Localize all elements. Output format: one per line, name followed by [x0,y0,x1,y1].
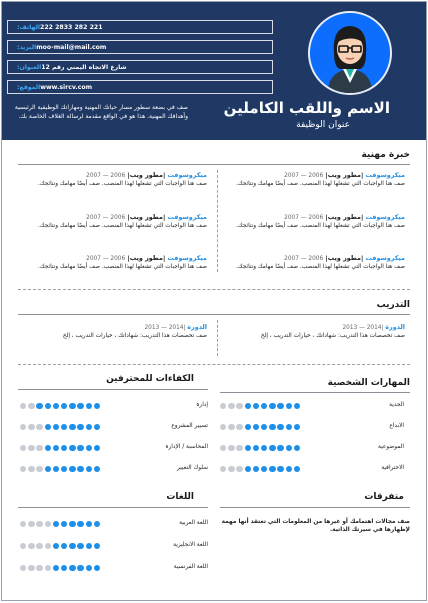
rating-dot [253,403,259,409]
rating-dot [236,424,242,430]
rating-dot [61,424,67,430]
skill-rating [220,466,300,472]
rating-dot [20,466,26,472]
rating-dot [236,466,242,472]
language-label: اللغة الفرنسية [173,564,208,570]
rating-dot [261,445,267,451]
skill-rating [20,466,100,472]
full-name: الاسم واللقب الكاملين [223,99,390,117]
rating-dot [245,424,251,430]
experience-item [230,255,405,271]
rating-dot [20,565,26,571]
rating-dot [236,403,242,409]
rating-dot [77,565,83,571]
rating-dot [236,445,242,451]
rating-dot [286,403,292,409]
rating-dot [36,543,42,549]
address-label: العنوان: [17,63,42,71]
company-name: ميكروسوفت [167,213,207,221]
rating-dot [69,466,75,472]
rating-dot [45,403,51,409]
rating-dot [253,445,259,451]
rating-dot [53,445,59,451]
rating-dot [286,445,292,451]
rating-dot [45,424,51,430]
rating-dot [269,466,275,472]
rating-dot [45,565,51,571]
rating-dot [20,424,26,430]
skill-rating [20,445,100,451]
experience-item [32,172,207,188]
skill-label: الجدية [389,402,404,408]
rating-dot [261,424,267,430]
contact-website [7,80,273,94]
rating-dot [253,466,259,472]
rating-dot [220,424,226,430]
experience-divider [217,170,218,272]
rating-dot [53,403,59,409]
contact-email [7,40,273,54]
exp-description: صف هنا الواجبات التي تشغلها لهذا المنصب. صف أيضًا مهامك ونتائجك. [38,222,207,229]
job-title: عنوان الوظيفة [296,120,350,130]
experience-rule [18,164,410,165]
rating-dot [277,424,283,430]
language-rating [20,543,100,549]
rating-dot [77,466,83,472]
rating-dot [294,445,300,451]
rating-dot [69,565,75,571]
rating-dot [261,403,267,409]
rating-dot [94,445,100,451]
role-name: |مطور ويب| [125,213,168,221]
rating-dot [69,424,75,430]
role-name: |مطور ويب| [125,171,168,179]
rating-dot [77,403,83,409]
rating-dot [45,543,51,549]
exp-description: صف هنا الواجبات التي تشغلها لهذا المنصب. صف أيضًا مهامك ونتائجك. [236,263,405,270]
exp-dates: 2006 — 2007 [284,256,324,262]
skill-rating [220,424,300,430]
experience-bottom-dash [18,289,410,290]
rating-dot [77,445,83,451]
rating-dot [53,565,59,571]
skill-label: تسيير المشروع [171,423,208,429]
rating-dot [53,424,59,430]
languages-rule [18,507,208,508]
rating-dot [277,466,283,472]
contact-list [7,20,273,100]
website-value[interactable]: www.sircv.com [40,83,93,91]
rating-dot [61,403,67,409]
rating-dot [20,521,26,527]
personal-skills-rule [220,392,410,393]
rating-dot [77,424,83,430]
rating-dot [86,445,92,451]
training-item [32,324,207,340]
rating-dot [28,424,34,430]
company-name: ميكروسوفت [167,254,207,262]
header-banner [2,2,426,140]
avatar [308,11,392,95]
role-name: |مطور ويب| [323,254,366,262]
skill-label: إدارة [196,402,208,408]
rating-dot [220,403,226,409]
role-name: |مطور ويب| [125,254,168,262]
rating-dot [294,466,300,472]
rating-dot [20,445,26,451]
exp-description: صف هنا الواجبات التي تشغلها لهذا المنصب. صف أيضًا مهامك ونتائجك. [236,180,405,187]
skill-label: الاحترافية [381,465,404,471]
rating-dot [28,565,34,571]
exp-dates: 2006 — 2007 [86,256,126,262]
rating-dot [45,445,51,451]
rating-dot [269,424,275,430]
language-rating [20,565,100,571]
rating-dot [86,521,92,527]
language-label: اللغة الانجليزية [173,542,208,548]
rating-dot [61,445,67,451]
exp-description: صف هنا الواجبات التي تشغلها لهذا المنصب. صف أيضًا مهامك ونتائجك. [236,222,405,229]
rating-dot [69,543,75,549]
rating-dot [36,521,42,527]
training-item [230,324,405,340]
rating-dot [294,403,300,409]
skill-rating [220,445,300,451]
rating-dot [61,565,67,571]
exp-description: صف هنا الواجبات التي تشغلها لهذا المنصب. صف أيضًا مهامك ونتائجك. [38,180,207,187]
rating-dot [69,403,75,409]
email-value[interactable]: moo-mail@mail.com [36,43,107,51]
role-name: |مطور ويب| [323,171,366,179]
rating-dot [61,521,67,527]
experience-item [32,214,207,230]
skill-rating [220,403,300,409]
role-name: |مطور ويب| [323,213,366,221]
rating-dot [36,403,42,409]
rating-dot [36,424,42,430]
profile-summary: صف في بضعة سطور مسار حياتك المهنية ومهاراتك الوظيفية الرئيسية وأهدافك المهنية. هذا هو في الواقع مقدمة لرسالة الغلاف الخاصة بك. [14,104,188,120]
rating-dot [36,445,42,451]
rating-dot [269,403,275,409]
experience-item [32,255,207,271]
company-name: ميكروسوفت [365,213,405,221]
rating-dot [53,543,59,549]
company-name: ميكروسوفت [167,171,207,179]
language-label: اللغة العربية [179,520,208,526]
rating-dot [86,543,92,549]
rating-dot [253,424,259,430]
misc-rule [220,507,410,508]
rating-dot [94,543,100,549]
rating-dot [45,521,51,527]
misc-text: صف مجالات اهتمامك أو غيرها من المعلومات التي تعتقد أنها مهمة لإظهارها في سيرتك الذاتية. [221,519,410,533]
rating-dot [94,424,100,430]
experience-item [230,214,405,230]
course-name: الدورة [385,323,405,331]
rating-dot [286,424,292,430]
rating-dot [294,424,300,430]
rating-dot [228,445,234,451]
contact-address [7,60,273,74]
rating-dot [245,403,251,409]
training-bottom-dash [18,364,410,365]
rating-dot [28,403,34,409]
exp-dates: 2006 — 2007 [284,173,324,179]
exp-dates: 2006 — 2007 [86,215,126,221]
email-label: البريد: [17,43,37,51]
skill-label: الابداع [389,423,404,429]
woman-avatar-icon [310,13,390,93]
rating-dot [94,403,100,409]
rating-dot [45,466,51,472]
rating-dot [61,543,67,549]
course-name: الدورة [187,323,207,331]
personal-skills-heading: المهارات الشخصية [327,378,410,388]
rating-dot [28,543,34,549]
rating-dot [53,521,59,527]
rating-dot [94,565,100,571]
rating-dot [69,521,75,527]
rating-dot [69,445,75,451]
website-label: الموقع: [17,83,41,91]
rating-dot [228,466,234,472]
address-value: شارع الاتجاه اليمني رقم 12 [41,63,127,71]
rating-dot [61,466,67,472]
rating-dot [269,445,275,451]
rating-dot [261,466,267,472]
company-name: ميكروسوفت [365,171,405,179]
training-divider [217,320,218,356]
rating-dot [77,543,83,549]
rating-dot [28,521,34,527]
training-heading: التدريب [376,300,410,310]
exp-dates: 2006 — 2007 [284,215,324,221]
rating-dot [28,445,34,451]
language-rating [20,521,100,527]
resume-page [1,1,427,601]
rating-dot [28,466,34,472]
rating-dot [77,521,83,527]
rating-dot [277,403,283,409]
rating-dot [20,403,26,409]
rating-dot [86,424,92,430]
experience-item [230,172,405,188]
rating-dot [245,445,251,451]
phone-value[interactable]: 221 282 2833 222 [40,23,103,31]
skill-label: المحاسبة / الإدارة [165,444,208,450]
misc-heading: متفرقات [364,492,404,502]
exp-dates: 2006 — 2007 [86,173,126,179]
rating-dot [86,403,92,409]
pro-skills-heading: الكفاءات للمحترفين [106,374,194,384]
contact-phone [7,20,273,34]
rating-dot [36,565,42,571]
exp-description: صف هنا الواجبات التي تشغلها لهذا المنصب. صف أيضًا مهامك ونتائجك. [38,263,207,270]
rating-dot [220,445,226,451]
languages-heading: اللغات [166,492,194,502]
skill-label: سلوك التغيير [176,465,208,471]
rating-dot [94,521,100,527]
rating-dot [286,466,292,472]
course-description: صف تخصصات هذا التدريب: شهاداتك ، خيارات التدريب ، إلخ [62,332,207,339]
pro-skills-rule [18,389,208,390]
training-rule [18,314,410,315]
rating-dot [36,466,42,472]
skill-label: الموضوعية [378,444,404,450]
rating-dot [94,466,100,472]
skill-rating [20,424,100,430]
rating-dot [53,466,59,472]
rating-dot [277,445,283,451]
rating-dot [220,466,226,472]
course-dates: |2014 — 2013 [342,325,386,331]
company-name: ميكروسوفت [365,254,405,262]
rating-dot [245,466,251,472]
skill-rating [20,403,100,409]
rating-dot [86,466,92,472]
rating-dot [20,543,26,549]
course-dates: |2014 — 2013 [144,325,188,331]
phone-label: الهاتف: [17,23,41,31]
rating-dot [228,424,234,430]
course-description: صف تخصصات هذا التدريب: شهاداتك ، خيارات التدريب ، إلخ [260,332,405,339]
rating-dot [86,565,92,571]
rating-dot [228,403,234,409]
experience-heading: خبرة مهنية [361,150,410,160]
